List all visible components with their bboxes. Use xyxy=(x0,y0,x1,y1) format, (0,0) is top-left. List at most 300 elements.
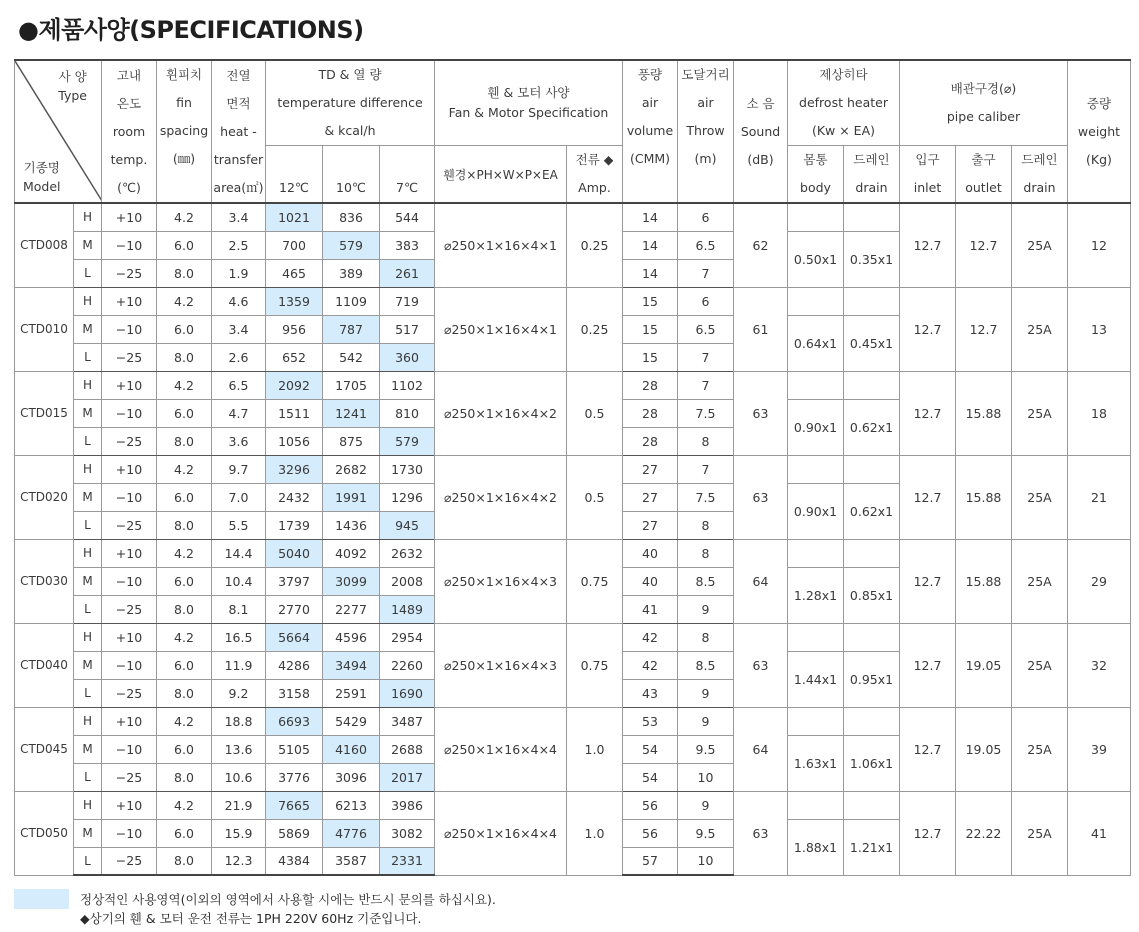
cell: 53 xyxy=(623,707,678,735)
cell: −25 xyxy=(102,847,157,875)
cell: 3082 xyxy=(380,819,435,847)
cell: +10 xyxy=(102,455,157,483)
fan-spec-cell: ⌀250×1×16×4×3 xyxy=(435,539,567,623)
cell: 8 xyxy=(678,427,734,455)
cell: 956 xyxy=(266,315,323,343)
defrost-body-empty xyxy=(788,539,844,567)
cell: H xyxy=(74,539,102,567)
cell: 9.5 xyxy=(678,735,734,763)
outlet-cell: 12.7 xyxy=(956,203,1012,287)
cell: 8.5 xyxy=(678,651,734,679)
table-row xyxy=(15,371,1131,399)
cell: 4.2 xyxy=(157,455,212,483)
cell: +10 xyxy=(102,707,157,735)
cell: L xyxy=(74,763,102,791)
cell: 3776 xyxy=(266,763,323,791)
cell: 579 xyxy=(380,427,435,455)
cell: 2.5 xyxy=(212,231,266,259)
cell: 1359 xyxy=(266,287,323,315)
cell: 40 xyxy=(623,567,678,595)
cell: 389 xyxy=(323,259,380,287)
fan-spec-cell: ⌀250×1×16×4×4 xyxy=(435,791,567,875)
cell: 10.6 xyxy=(212,763,266,791)
cell: L xyxy=(74,259,102,287)
cell: 14.4 xyxy=(212,539,266,567)
inlet-cell: 12.7 xyxy=(900,707,956,791)
cell: H xyxy=(74,707,102,735)
cell: 3.4 xyxy=(212,315,266,343)
weight-cell: 41 xyxy=(1068,791,1131,875)
cell: −25 xyxy=(102,679,157,707)
cell: 28 xyxy=(623,399,678,427)
cell: 4.2 xyxy=(157,287,212,315)
cell: 9 xyxy=(678,707,734,735)
pipe-drain-cell: 25A xyxy=(1012,539,1068,623)
cell: 54 xyxy=(623,735,678,763)
cell: 15 xyxy=(623,343,678,371)
cell: 719 xyxy=(380,287,435,315)
current-cell: 0.75 xyxy=(567,539,623,623)
td-col-2: 7℃ xyxy=(380,146,435,204)
cell: 544 xyxy=(380,203,435,231)
cell: L xyxy=(74,679,102,707)
cell: 15 xyxy=(623,287,678,315)
td-header: TD & 열 량 temperature difference & kcal/h xyxy=(266,60,435,146)
cell: 6.5 xyxy=(212,371,266,399)
inlet-cell: 12.7 xyxy=(900,371,956,455)
cell: 1511 xyxy=(266,399,323,427)
table-row xyxy=(15,539,1131,567)
cell: 4.2 xyxy=(157,707,212,735)
cell: 21.9 xyxy=(212,791,266,819)
cell: −10 xyxy=(102,567,157,595)
sound-cell: 63 xyxy=(734,455,788,539)
cell: 4.2 xyxy=(157,791,212,819)
outlet-cell: 15.88 xyxy=(956,371,1012,455)
fan-spec-cell: ⌀250×1×16×4×4 xyxy=(435,707,567,791)
current-cell: 0.5 xyxy=(567,455,623,539)
cell: −10 xyxy=(102,483,157,511)
cell: 3487 xyxy=(380,707,435,735)
defrost-body-cell: 1.63x1 xyxy=(788,735,844,791)
weight-cell: 32 xyxy=(1068,623,1131,707)
cell: 261 xyxy=(380,259,435,287)
defrost-body-empty xyxy=(788,791,844,819)
defrost-drain-empty xyxy=(844,791,900,819)
cell: 4596 xyxy=(323,623,380,651)
defrost-body-empty xyxy=(788,623,844,651)
model-label: 기종명 Model xyxy=(23,160,61,194)
cell: 54 xyxy=(623,763,678,791)
defrost-header: 제상히타 defrost heater (Kw × EA) xyxy=(788,60,900,146)
pipe-sub-0: 입구 inlet xyxy=(900,146,956,204)
cell: 9 xyxy=(678,595,734,623)
defrost-drain-cell: 0.95x1 xyxy=(844,651,900,707)
defrost-drain-cell: 0.62x1 xyxy=(844,483,900,539)
cell: 6 xyxy=(678,287,734,315)
cell: 836 xyxy=(323,203,380,231)
cell: 27 xyxy=(623,483,678,511)
cell: 1705 xyxy=(323,371,380,399)
outlet-cell: 12.7 xyxy=(956,287,1012,371)
defrost-body-empty xyxy=(788,707,844,735)
cell: 7 xyxy=(678,343,734,371)
defrost-body-empty xyxy=(788,203,844,231)
cell: 1436 xyxy=(323,511,380,539)
table-row xyxy=(15,623,1131,651)
cell: 6.0 xyxy=(157,567,212,595)
type-label: 사 양 Type xyxy=(58,69,87,103)
cell: 3096 xyxy=(323,763,380,791)
cell: 4776 xyxy=(323,819,380,847)
pipe-sub-1: 출구 outlet xyxy=(956,146,1012,204)
air-throw-header: 도달거리 air Throw (m) xyxy=(678,60,734,203)
page-title: ●제품사양(SPECIFICATIONS) xyxy=(18,16,364,44)
defrost-drain-empty xyxy=(844,203,900,231)
cell: 7 xyxy=(678,371,734,399)
table-row xyxy=(15,203,1131,231)
cell: 41 xyxy=(623,595,678,623)
table-row xyxy=(15,455,1131,483)
outlet-cell: 22.22 xyxy=(956,791,1012,875)
pipe-drain-cell: 25A xyxy=(1012,623,1068,707)
type-model-header xyxy=(15,60,102,203)
defrost-drain-empty xyxy=(844,287,900,315)
pipe-sub-2: 드레인 drain xyxy=(1012,146,1068,204)
table-row xyxy=(15,287,1131,315)
outlet-cell: 19.05 xyxy=(956,623,1012,707)
defrost-sub-0: 몸통 body xyxy=(788,146,844,204)
cell: M xyxy=(74,231,102,259)
cell: 2682 xyxy=(323,455,380,483)
cell: L xyxy=(74,595,102,623)
model-cell: CTD045 xyxy=(15,707,74,791)
cell: +10 xyxy=(102,371,157,399)
cell: 57 xyxy=(623,847,678,875)
cell: 6.0 xyxy=(157,315,212,343)
cell: 28 xyxy=(623,371,678,399)
cell: 6.0 xyxy=(157,399,212,427)
defrost-body-cell: 1.88x1 xyxy=(788,819,844,875)
cell: 5040 xyxy=(266,539,323,567)
defrost-body-cell: 1.28x1 xyxy=(788,567,844,623)
cell: L xyxy=(74,343,102,371)
current-cell: 0.25 xyxy=(567,203,623,287)
cell: 6.0 xyxy=(157,819,212,847)
cell: −10 xyxy=(102,231,157,259)
table-row xyxy=(15,707,1131,735)
cell: 4.6 xyxy=(212,287,266,315)
fan-spec-cell: ⌀250×1×16×4×1 xyxy=(435,203,567,287)
cell: +10 xyxy=(102,623,157,651)
cell: 1739 xyxy=(266,511,323,539)
cell: 4.2 xyxy=(157,203,212,231)
cell: +10 xyxy=(102,539,157,567)
cell: 6.5 xyxy=(678,315,734,343)
cell: 56 xyxy=(623,819,678,847)
cell: H xyxy=(74,791,102,819)
outlet-cell: 15.88 xyxy=(956,539,1012,623)
cell: 8.0 xyxy=(157,259,212,287)
cell: 43 xyxy=(623,679,678,707)
pipe-header: 배관구경(⌀) pipe caliber xyxy=(900,60,1068,146)
cell: 2954 xyxy=(380,623,435,651)
current-cell: 1.0 xyxy=(567,791,623,875)
weight-header: 중량 weight (Kg) xyxy=(1068,60,1131,203)
cell: 27 xyxy=(623,455,678,483)
cell: 3587 xyxy=(323,847,380,875)
cell: 1102 xyxy=(380,371,435,399)
cell: −25 xyxy=(102,763,157,791)
cell: 8.0 xyxy=(157,763,212,791)
table-row xyxy=(15,791,1131,819)
cell: 13.6 xyxy=(212,735,266,763)
defrost-drain-cell: 0.85x1 xyxy=(844,567,900,623)
cell: 4.7 xyxy=(212,399,266,427)
inlet-cell: 12.7 xyxy=(900,455,956,539)
cell: 15 xyxy=(623,315,678,343)
cell: 700 xyxy=(266,231,323,259)
cell: 3296 xyxy=(266,455,323,483)
fan-spec-cell: ⌀250×1×16×4×3 xyxy=(435,623,567,707)
cell: 383 xyxy=(380,231,435,259)
cell: 42 xyxy=(623,623,678,651)
td-col-1: 10℃ xyxy=(323,146,380,204)
cell: 27 xyxy=(623,511,678,539)
cell: 12.3 xyxy=(212,847,266,875)
defrost-sub-1: 드레인 drain xyxy=(844,146,900,204)
cell: 5664 xyxy=(266,623,323,651)
cell: 10 xyxy=(678,847,734,875)
defrost-body-cell: 0.90x1 xyxy=(788,399,844,455)
cell: H xyxy=(74,455,102,483)
sound-cell: 64 xyxy=(734,707,788,791)
fan-spec-cell: ⌀250×1×16×4×2 xyxy=(435,371,567,455)
defrost-body-cell: 0.64x1 xyxy=(788,315,844,371)
cell: 10.4 xyxy=(212,567,266,595)
cell: 6 xyxy=(678,203,734,231)
cell: −10 xyxy=(102,651,157,679)
cell: 7 xyxy=(678,259,734,287)
cell: 6.0 xyxy=(157,651,212,679)
cell: 8.0 xyxy=(157,511,212,539)
cell: 1021 xyxy=(266,203,323,231)
defrost-drain-cell: 0.62x1 xyxy=(844,399,900,455)
cell: 15.9 xyxy=(212,819,266,847)
cell: M xyxy=(74,483,102,511)
cell: M xyxy=(74,819,102,847)
cell: 2591 xyxy=(323,679,380,707)
cell: 4.2 xyxy=(157,371,212,399)
cell: 945 xyxy=(380,511,435,539)
cell: 1730 xyxy=(380,455,435,483)
sound-cell: 62 xyxy=(734,203,788,287)
cell: 8 xyxy=(678,623,734,651)
cell: 1109 xyxy=(323,287,380,315)
defrost-body-empty xyxy=(788,287,844,315)
cell: 56 xyxy=(623,791,678,819)
cell: 6.5 xyxy=(678,231,734,259)
model-cell: CTD008 xyxy=(15,203,74,287)
cell: 875 xyxy=(323,427,380,455)
cell: 579 xyxy=(323,231,380,259)
cell: 1690 xyxy=(380,679,435,707)
sound-cell: 63 xyxy=(734,371,788,455)
defrost-drain-cell: 0.35x1 xyxy=(844,231,900,287)
cell: 7.5 xyxy=(678,399,734,427)
current-cell: 0.75 xyxy=(567,623,623,707)
defrost-body-cell: 0.90x1 xyxy=(788,483,844,539)
td-col-0: 12℃ xyxy=(266,146,323,204)
pipe-drain-cell: 25A xyxy=(1012,287,1068,371)
fan-spec-subheader: 휀경×PH×W×P×EA xyxy=(435,146,567,204)
model-cell: CTD050 xyxy=(15,791,74,875)
defrost-body-empty xyxy=(788,455,844,483)
pipe-drain-cell: 25A xyxy=(1012,791,1068,875)
cell: 3.6 xyxy=(212,427,266,455)
current-cell: 1.0 xyxy=(567,707,623,791)
defrost-drain-cell: 1.06x1 xyxy=(844,735,900,791)
cell: −10 xyxy=(102,315,157,343)
pipe-drain-cell: 25A xyxy=(1012,371,1068,455)
cell: M xyxy=(74,651,102,679)
fan-motor-header: 휀 & 모터 사양 Fan & Motor Specification xyxy=(435,60,623,146)
cell: 9.2 xyxy=(212,679,266,707)
cell: 787 xyxy=(323,315,380,343)
cell: 3.4 xyxy=(212,203,266,231)
defrost-drain-cell: 0.45x1 xyxy=(844,315,900,371)
weight-cell: 29 xyxy=(1068,539,1131,623)
cell: 6.0 xyxy=(157,483,212,511)
cell: 3494 xyxy=(323,651,380,679)
cell: 8 xyxy=(678,511,734,539)
cell: 3099 xyxy=(323,567,380,595)
model-cell: CTD010 xyxy=(15,287,74,371)
cell: 8.0 xyxy=(157,343,212,371)
defrost-body-cell: 0.50x1 xyxy=(788,231,844,287)
weight-cell: 12 xyxy=(1068,203,1131,287)
defrost-drain-empty xyxy=(844,707,900,735)
cell: 542 xyxy=(323,343,380,371)
defrost-drain-empty xyxy=(844,539,900,567)
cell: H xyxy=(74,203,102,231)
cell: 1056 xyxy=(266,427,323,455)
cell: 5105 xyxy=(266,735,323,763)
defrost-drain-empty xyxy=(844,623,900,651)
cell: 2632 xyxy=(380,539,435,567)
legend-swatch xyxy=(14,889,69,909)
cell: 2092 xyxy=(266,371,323,399)
cell: 9 xyxy=(678,679,734,707)
cell: 8.0 xyxy=(157,847,212,875)
sound-header: 소 음 Sound (dB) xyxy=(734,60,788,203)
defrost-drain-empty xyxy=(844,455,900,483)
cell: 40 xyxy=(623,539,678,567)
cell: −25 xyxy=(102,343,157,371)
cell: 10 xyxy=(678,763,734,791)
cell: 2277 xyxy=(323,595,380,623)
fin-spacing-header: 휜피치 fin spacing (㎜) xyxy=(157,60,212,203)
cell: 8.0 xyxy=(157,679,212,707)
model-cell: CTD030 xyxy=(15,539,74,623)
sound-cell: 64 xyxy=(734,539,788,623)
cell: −10 xyxy=(102,735,157,763)
cell: 14 xyxy=(623,231,678,259)
cell: 42 xyxy=(623,651,678,679)
cell: 1296 xyxy=(380,483,435,511)
cell: 4160 xyxy=(323,735,380,763)
cell: L xyxy=(74,427,102,455)
current-cell: 0.5 xyxy=(567,371,623,455)
cell: M xyxy=(74,735,102,763)
cell: M xyxy=(74,315,102,343)
cell: H xyxy=(74,371,102,399)
cell: 4286 xyxy=(266,651,323,679)
cell: +10 xyxy=(102,791,157,819)
cell: 7.5 xyxy=(678,483,734,511)
cell: 7 xyxy=(678,455,734,483)
cell: 2770 xyxy=(266,595,323,623)
pipe-drain-cell: 25A xyxy=(1012,203,1068,287)
cell: −25 xyxy=(102,259,157,287)
cell: 2017 xyxy=(380,763,435,791)
legend-text: 정상적인 사용영역(이외의 영역에서 사용할 시에는 반드시 문의를 하십시요). xyxy=(80,892,496,907)
current-subheader: 전류 ◆ Amp. xyxy=(567,146,623,204)
cell: 6693 xyxy=(266,707,323,735)
cell: 3158 xyxy=(266,679,323,707)
cell: 9.5 xyxy=(678,819,734,847)
cell: 1241 xyxy=(323,399,380,427)
model-cell: CTD020 xyxy=(15,455,74,539)
cell: 6.0 xyxy=(157,735,212,763)
defrost-body-empty xyxy=(788,371,844,399)
cell: −25 xyxy=(102,427,157,455)
sound-cell: 63 xyxy=(734,791,788,875)
pipe-drain-cell: 25A xyxy=(1012,707,1068,791)
cell: 3797 xyxy=(266,567,323,595)
cell: 4.2 xyxy=(157,539,212,567)
cell: M xyxy=(74,567,102,595)
cell: 810 xyxy=(380,399,435,427)
cell: H xyxy=(74,623,102,651)
sound-cell: 63 xyxy=(734,623,788,707)
cell: 4384 xyxy=(266,847,323,875)
inlet-cell: 12.7 xyxy=(900,623,956,707)
outlet-cell: 15.88 xyxy=(956,455,1012,539)
current-cell: 0.25 xyxy=(567,287,623,371)
cell: 360 xyxy=(380,343,435,371)
cell: +10 xyxy=(102,203,157,231)
model-cell: CTD040 xyxy=(15,623,74,707)
cell: 16.5 xyxy=(212,623,266,651)
cell: −25 xyxy=(102,595,157,623)
cell: 8 xyxy=(678,539,734,567)
cell: 2.6 xyxy=(212,343,266,371)
defrost-body-cell: 1.44x1 xyxy=(788,651,844,707)
cell: −10 xyxy=(102,399,157,427)
cell: 7665 xyxy=(266,791,323,819)
cell: 1489 xyxy=(380,595,435,623)
cell: 1991 xyxy=(323,483,380,511)
cell: 14 xyxy=(623,259,678,287)
cell: 9.7 xyxy=(212,455,266,483)
cell: 11.9 xyxy=(212,651,266,679)
weight-cell: 21 xyxy=(1068,455,1131,539)
cell: 8.5 xyxy=(678,567,734,595)
cell: L xyxy=(74,511,102,539)
defrost-drain-cell: 1.21x1 xyxy=(844,819,900,875)
cell: 5429 xyxy=(323,707,380,735)
